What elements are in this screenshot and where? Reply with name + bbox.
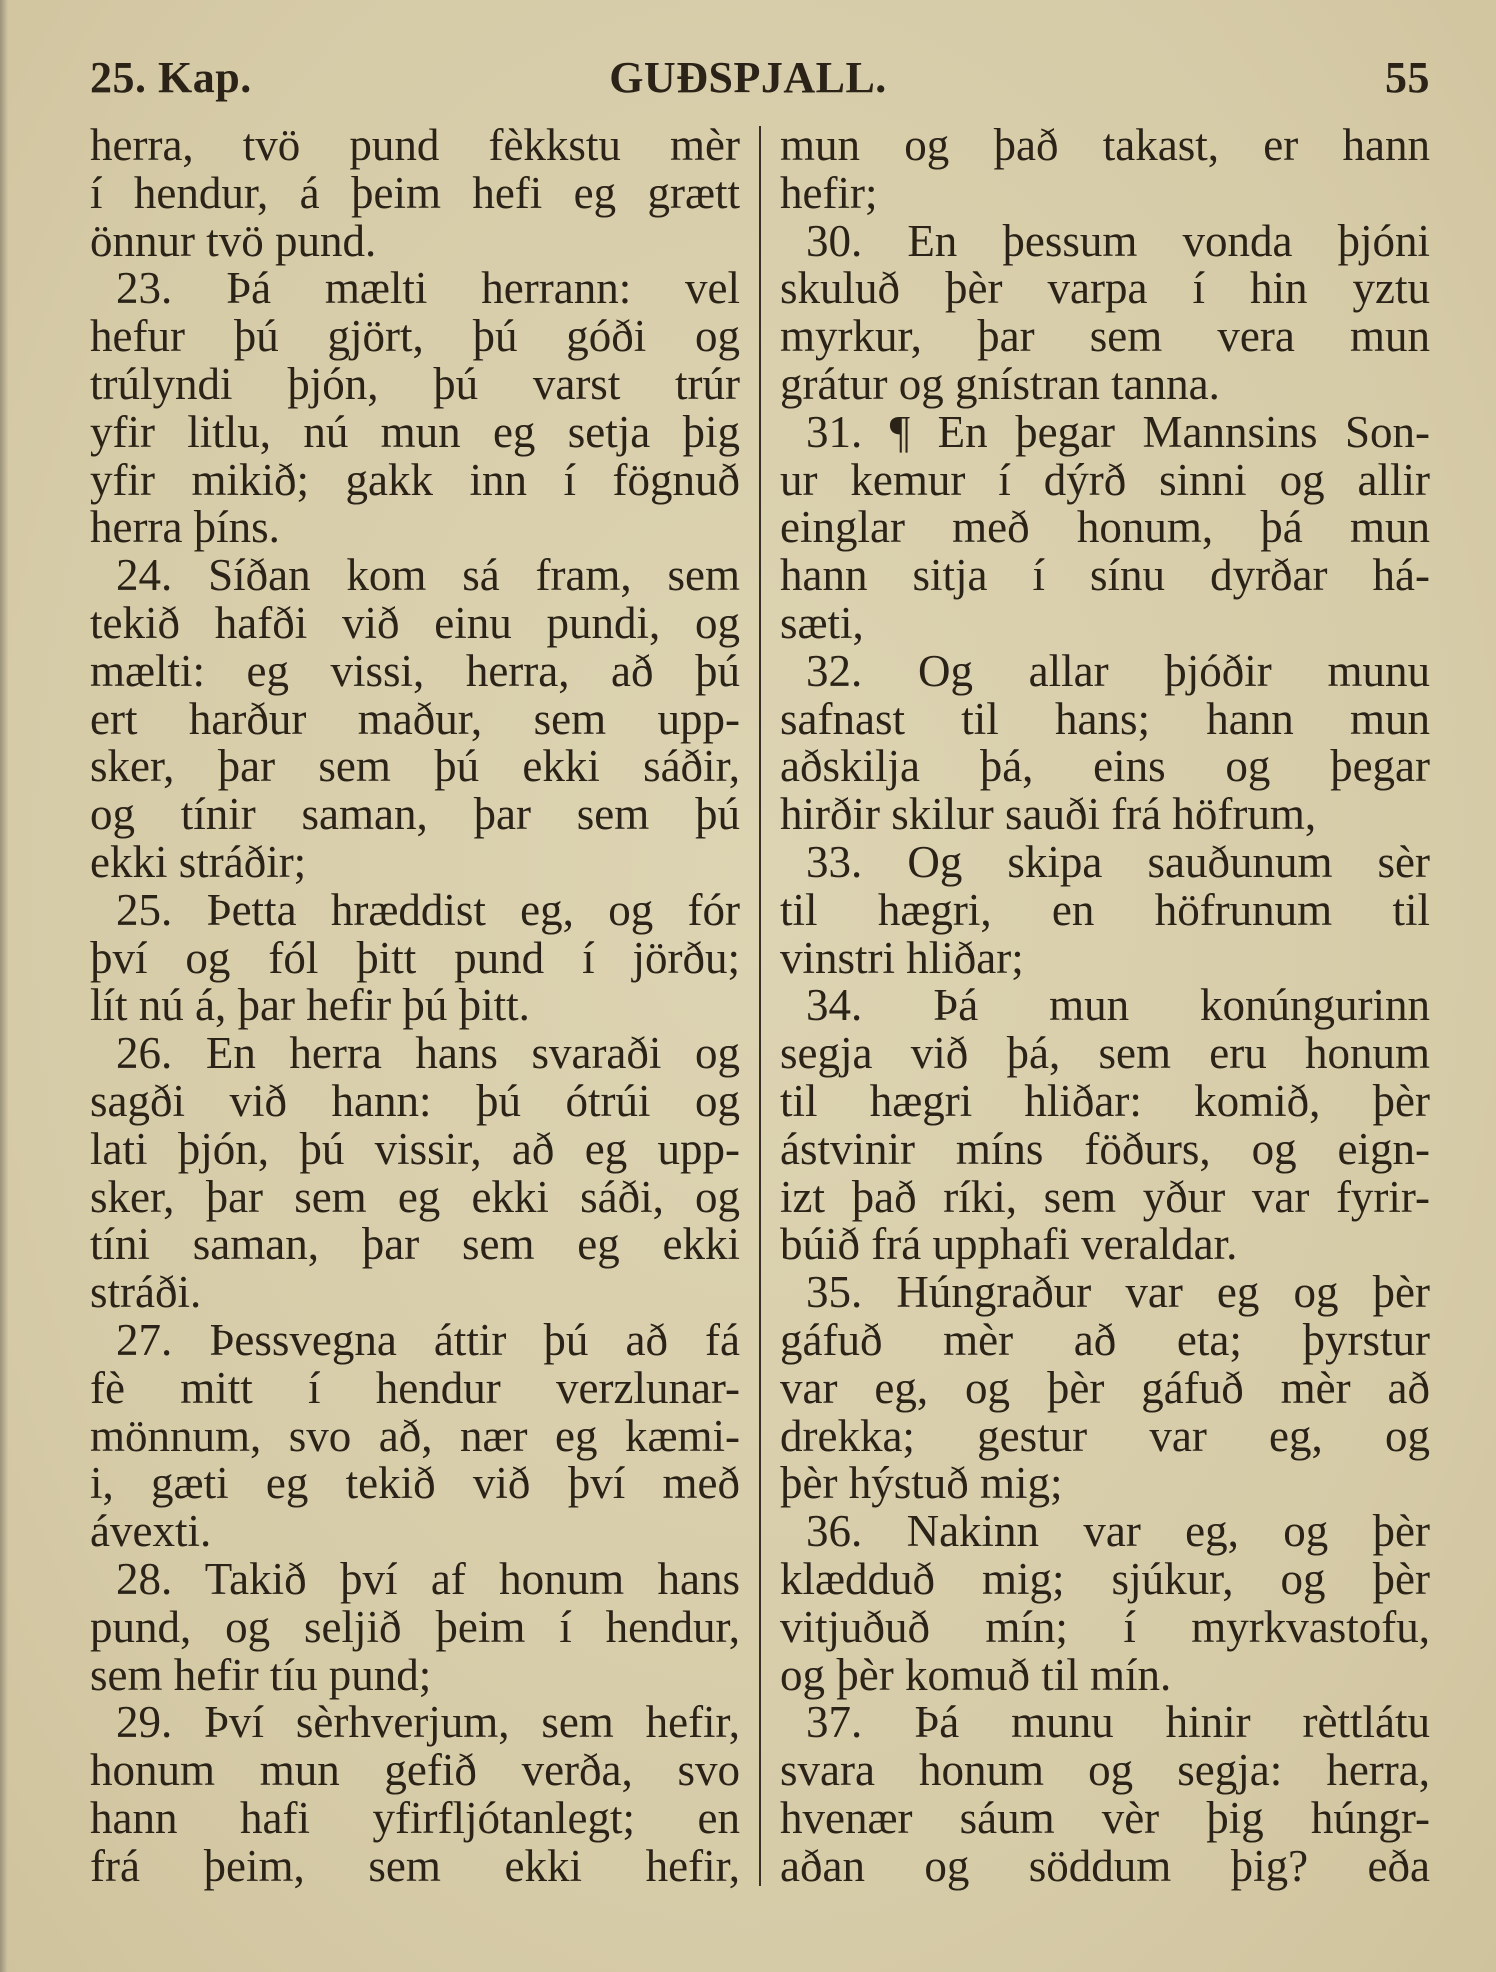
text-line: 35. Húngraður var eg og þèr (806, 1267, 1430, 1318)
text-line: búið frá upphafi veraldar. (780, 1219, 1238, 1270)
text-line: ur kemur í dýrð sinni og allir (780, 454, 1430, 505)
text-line: sæti, (780, 597, 864, 648)
text-line: 29. Því sèrhverjum, sem hefir, (116, 1697, 740, 1748)
text-line: skuluð þèr varpa í hin yztu (780, 263, 1430, 314)
text-line: 33. Og skipa sauðunum sèr (806, 836, 1430, 887)
text-line: aðan og söddum þig? eða (780, 1840, 1430, 1891)
text-line: 27. Þessvegna áttir þú að fá (116, 1314, 740, 1365)
text-line: sagði við hann: þú ótrúi og (90, 1075, 740, 1126)
text-line: 26. En herra hans svaraði og (116, 1028, 740, 1079)
text-line: grátur og gnístran tanna. (780, 358, 1220, 409)
text-line: svara honum og segja: herra, (780, 1745, 1430, 1796)
text-line: tekið hafði við einu pundi, og (90, 597, 740, 648)
text-line: 37. Þá munu hinir rèttlátu (806, 1697, 1430, 1748)
text-line: fè mitt í hendur verzlunar- (90, 1362, 740, 1413)
text-line: mun og það takast, er hann (780, 120, 1430, 170)
text-line: vitjuðuð mín; í myrkvastofu, (780, 1601, 1430, 1652)
text-line: 25. Þetta hræddist eg, og fór (116, 884, 740, 935)
text-line: því og fól þitt pund í jörðu; (90, 932, 740, 983)
text-line: 24. Síðan kom sá fram, sem (116, 550, 740, 601)
text-line: sem hefir tíu pund; (90, 1649, 432, 1700)
text-line: drekka; gestur var eg, og (780, 1410, 1430, 1461)
text-line: 36. Nakinn var eg, og þèr (806, 1506, 1430, 1557)
text-line: yfir mikið; gakk inn í fögnuð (90, 454, 740, 505)
text-line: hirðir skilur sauði frá höfrum, (780, 789, 1317, 840)
text-line: 32. Og allar þjóðir munu (806, 645, 1430, 696)
text-line: myrkur, þar sem vera mun (780, 311, 1430, 362)
text-line: 28. Takið því af honum hans (116, 1553, 740, 1604)
text-line: lít nú á, þar hefir þú þitt. (90, 980, 530, 1031)
text-line: var eg, og þèr gáfuð mèr að (780, 1362, 1430, 1413)
text-line: og þèr komuð til mín. (780, 1649, 1172, 1700)
column-divider (759, 126, 761, 1886)
text-line: mælti: eg vissi, herra, að þú (90, 645, 740, 696)
text-line: honum mun gefið verða, svo (90, 1745, 740, 1796)
text-line: hefir; (780, 167, 878, 218)
running-title: GUÐSPJALL. (609, 53, 887, 102)
text-line: ekki stráðir; (90, 836, 307, 887)
text-line: segja við þá, sem eru honum (780, 1028, 1430, 1079)
text-line: trúlyndi þjón, þú varst trúr (90, 358, 740, 409)
text-line: þèr hýstuð mig; (780, 1458, 1063, 1509)
text-line: izt það ríki, sem yður var fyrir- (780, 1171, 1430, 1222)
text-line: og tínir saman, þar sem þú (90, 789, 740, 840)
text-line: pund, og seljið þeim í hendur, (90, 1601, 740, 1652)
text-line: gáfuð mèr að eta; þyrstur (780, 1314, 1430, 1365)
text-line: hefur þú gjört, þú góði og (90, 311, 740, 362)
text-line: 23. Þá mælti herrann: vel (116, 263, 740, 314)
chapter-label: 25. Kap. (90, 53, 252, 102)
text-line: hvenær sáum vèr þig húngr- (780, 1792, 1430, 1843)
page-edge (0, 0, 8, 1972)
text-line: í hendur, á þeim hefi eg grætt (90, 167, 740, 218)
text-line: vinstri hliðar; (780, 932, 1024, 983)
text-line: i, gæti eg tekið við því með (90, 1458, 740, 1509)
text-line: safnast til hans; hann mun (780, 693, 1430, 744)
text-line: herra, tvö pund fèkkstu mèr (90, 120, 740, 170)
text-line: til hægri hliðar: komið, þèr (780, 1075, 1430, 1126)
text-line: 34. Þá mun konúngurinn (806, 980, 1430, 1031)
right-column (780, 122, 1430, 1890)
text-line: frá þeim, sem ekki hefir, (90, 1840, 740, 1891)
text-line: einglar með honum, þá mun (780, 502, 1430, 553)
text-line: ástvinir míns föðurs, og eign- (780, 1123, 1430, 1174)
text-line: yfir litlu, nú mun eg setja þig (90, 406, 740, 457)
page-number: 55 (1385, 53, 1430, 102)
text-line: lati þjón, þú vissir, að eg upp- (90, 1123, 740, 1174)
text-line: hann sitja í sínu dyrðar há- (780, 550, 1430, 601)
text-line: aðskilja þá, eins og þegar (780, 741, 1430, 792)
text-line: tíni saman, þar sem eg ekki (90, 1219, 740, 1270)
text-line: herra þíns. (90, 502, 280, 553)
text-line: til hægri, en höfrunum til (780, 884, 1430, 935)
text-line: sker, þar sem þú ekki sáðir, (90, 741, 740, 792)
text-line: stráði. (90, 1267, 202, 1318)
text-line: 30. En þessum vonda þjóni (806, 215, 1430, 266)
text-line: önnur tvö pund. (90, 215, 377, 266)
text-line: ert harður maður, sem upp- (90, 693, 740, 744)
text-line: mönnum, svo að, nær eg kæmi- (90, 1410, 740, 1461)
text-line: sker, þar sem eg ekki sáði, og (90, 1171, 740, 1222)
text-line: hann hafi yfirfljótanlegt; en (90, 1792, 740, 1843)
text-line: klædduð mig; sjúkur, og þèr (780, 1553, 1430, 1604)
left-column (90, 122, 740, 1890)
text-line: ávexti. (90, 1506, 212, 1557)
text-line: 31. ¶ En þegar Mannsins Son- (806, 406, 1430, 457)
